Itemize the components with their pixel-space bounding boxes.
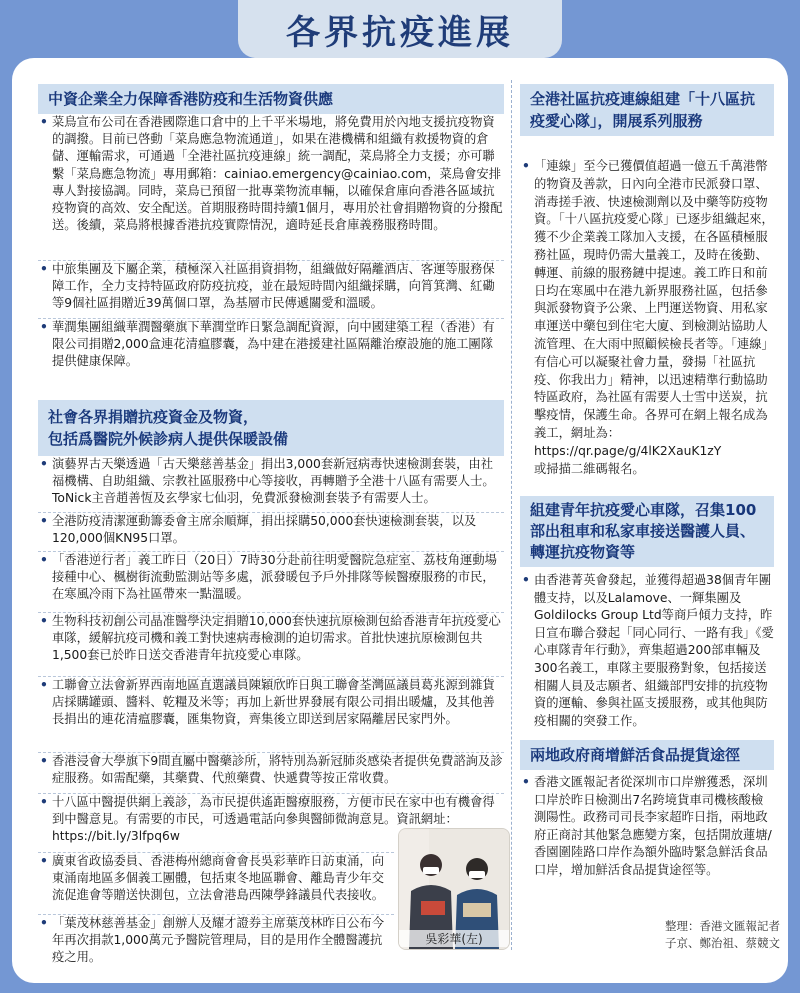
left-section2-heading [38,400,504,456]
left-section2-heading-line1: 社會各界捐贈抗疫資金及物資， [48,408,259,426]
left-section1-heading: 中資企業全力保障香港防疫和生活物資供應 [38,84,504,114]
signup-url-link[interactable]: https://qr.page/g/4lK2XauK1zY [534,443,722,458]
left-s2-item-1: • 演藝界古天樂透過「古天樂慈善基金」捐出3,000套新冠病毒快速檢測套裝，由社福機構、自助組織、宗教社區服務中心等接收，再轉贈予全港十八區有需要人士。ToNick主音趙善恆及玄學家七仙羽，免費派發檢測套裝予有需要人士。 [38,456,504,508]
qr-note: 或掃描二維碼報名。 [534,461,645,476]
left-s1-item-2: • 中旅集團及下屬企業，積極深入社區捐資捐物，組織做好隔離酒店、客運等服務保障工作，全力支持特區政府防疫抗疫，並在最短時間內組織採購，向筲箕灣、紅磡等9個社區捐贈近39萬個口罩，為基層市民傳遞關愛和溫暖。 [38,260,504,313]
left-s2-item-6: • 香港浸會大學旗下9間直屬中醫藥診所，將特別為新冠肺炎感染者提供免費諮詢及診症服務。如需配藥，其藥費、代煎藥費、快遞費等按正常收費。 [38,752,504,787]
credit-block [600,918,780,952]
right-s1-text: 「連線」至今已獲價值超過一億五千萬港幣的物資及善款，日內向全港市民派發口罩、消毒搓手液、快速檢測劑以及中藥等防疫物資。「十八區抗疫愛心隊」已逐步組織起來，獲不少企業義工隊加入支援，在各區積極服務社區，現時仍需大量義工，及時在後勤、轉運、前線的服務鏈中提速。義工昨日和前日均在寒風中在港九新界服務社區，包括參與派發物資予公衆、上門運送物資、用私家車運送中藥包到住宅大廈、到檢測站協助人流管理、在大雨中照顧候檢長者等。「連線」有信心可以凝聚社會力量，發揚「社區抗疫、你我出力」精神，以迅速精準行動協助特區政府，為社區有需要人士雪中送炭，抗擊疫情，保護生命。各界可在網上報名成為義工，網址為： [534,159,774,440]
left-section2-heading-line2: 包括爲醫院外候診病人提供保暖設備 [48,430,289,448]
left-s2-item-9: • 「葉茂林慈善基金」創辦人及耀才證券主席葉茂林昨日公布今年再次捐款1,000萬元予醫院管理局，目的是用作全體醫護抗疫之用。 [38,914,394,967]
left-s1-item-1: • 菜鳥宣布公司在香港國際進口倉中的上千平米場地，將免費用於內地支援抗疫物資的調撥。目前已啓動「菜鳥應急物流通道」，如果在港機構和組織有救援物資的倉儲、運輸需求，可通過「全港社區抗疫連線」統一調配，菜鳥將全力支援；亦可聯繫「菜鳥應急物流」專用郵箱：cainiao.emergency@cainiao.com，菜鳥會安排專人對接協調。同時，菜鳥已預留一批專業物流車輛，以確保倉庫向香港各區域抗疫物資的高效、安全配送。首期服務時間持續1個月，專用於社會捐贈物資的分撥配送。後續，菜鳥將根據香港抗疫實際情況，適時延長倉庫義務服務時間。 [38,114,504,234]
left-s2-item-5: • 工聯會立法會新界西南地區直選議員陳穎欣昨日與工聯會荃灣區議員葛兆源到雜貨店採購罐頭、醬料、乾糧及米等；再加上新世界發展有限公司捐出暖爐，及其他善長捐出的連花清瘟膠囊，匯集物資，齊集後立即送到居家隔離居民家門外。 [38,676,504,729]
page-title: 各界抗疫進展 [286,12,514,53]
right-s1-item [520,158,774,478]
right-section1-heading: 全港社區抗疫連線組建「十八區抗疫愛心隊」，開展系列服務 [520,84,774,136]
credit-line2: 子京、鄭治祖、蔡競文 [665,936,780,950]
credit-line1: 整理：香港文匯報記者 [665,919,780,933]
left-s2-item-7: • 十八區中醫提供網上義診，為市民提供遙距醫療服務，方便市民在家中也有機會得到中醫意見。有需要的市民，可透過電話向參與醫師微詢意見。資訊網址：https://bit.ly/3lfpq6w [38,793,504,846]
left-s2-item-8: • 廣東省政協委員、香港梅州總商會會長吳彩華昨日訪東涌，向東涌南地區多個義工團體，包括東冬地區聯會、離島青少年交流促進會等贈送快測包，立法會港島西陳學鋒議員代表接收。 [38,852,394,905]
right-s3-item: • 香港文匯報記者從深圳市口岸辦獲悉，深圳口岸於昨日檢測出7名跨境貨車司機核酸檢測陽性。政務司司長李家超昨日指，兩地政府正商討其他緊急應變方案，包括開放蓮塘/香園圍陸路口岸作為額外臨時緊急鮮活食品口岸，增加鮮活食品提貨途徑等。 [520,774,774,880]
right-s2-item: • 由香港菁英會發起，並獲得超過38個青年團體支持，以及Lalamove、一輝集團及Goldilocks Group Ltd等商戶傾力支持，昨日宣布聯合發起「同心同行、一路有我」《愛心車隊青年行動》，齊集超過200部車輛及300名義工，車隊主要服務對象，包括接送相關人員及志願者、組織部門安排的抗疫物資的運輸、參與社區支援服務，或其他與防疫相關的突發工作。 [520,572,774,730]
photo-caption: 吳彩華(左) [399,930,509,947]
right-section2-heading: 組建青年抗疫愛心車隊，召集100部出租車和私家車接送醫護人員、轉運抗疫物資等 [520,496,774,567]
left-s1-item-3: • 華潤集團組織華潤醫藥旗下華潤堂昨日緊急調配資源，向中國建築工程（香港）有限公司捐贈2,000盒連花清瘟膠囊，為中建在港援建社區隔離治療設施的施工團隊提供健康保障。 [38,318,504,371]
right-section3-heading: 兩地政府商增鮮活食品提貨途徑 [520,740,774,770]
column-divider [511,80,512,950]
left-s2-item-4: • 生物科技初創公司晶准醫學決定捐贈10,000套快速抗原檢測包給香港青年抗疫愛心車隊，緩解抗疫司機和義工對快速病毒檢測的迫切需求。首批快速抗原檢測包共1,500套已於昨日送交香港青年抗疫愛心車隊。 [38,612,504,665]
page-title-tab [238,0,562,58]
left-s2-item-3: • 「香港逆行者」義工昨日（20日）7時30分赴前往明愛醫院急症室、荔枝角運動場接種中心、楓樹街流動監測站等多處，派發暖包予戶外排隊等候醫療服務的市民，在寒風冷雨下為社區帶來一點溫暖。 [38,551,504,604]
left-s2-item-2: • 全港防疫清潔運動籌委會主席余順輝，捐出採購50,000套快速檢測套裝，以及120,000個KN95口罩。 [38,512,504,547]
photo-donation [398,828,510,950]
